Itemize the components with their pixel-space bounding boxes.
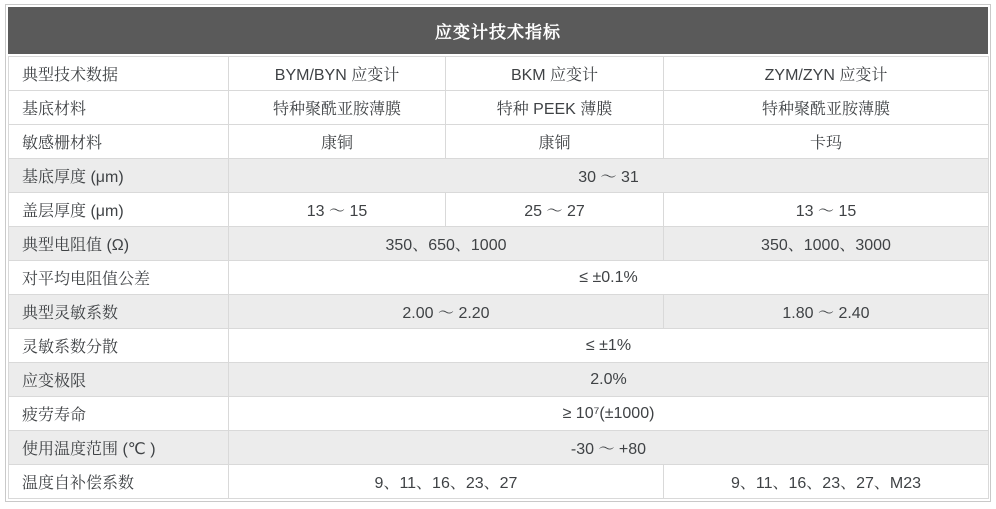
row-label-cell: 温度自补偿系数	[9, 465, 229, 499]
value-cell: 25 ～ 27	[446, 193, 664, 227]
value-cell: ≤ ±0.1%	[229, 261, 989, 295]
value-cell: 特种 PEEK 薄膜	[446, 91, 664, 125]
value-cell: 2.0%	[229, 363, 989, 397]
row-label-cell: 疲劳寿命	[9, 397, 229, 431]
column-header-bkm: BKM 应变计	[446, 57, 664, 91]
value-cell: ≥ 10⁷(±1000)	[229, 397, 989, 431]
value-cell: 9、11、16、23、27	[229, 465, 664, 499]
value-cell: 350、650、1000	[229, 227, 664, 261]
spec-table-frame	[5, 4, 991, 502]
table-row-resistance-tolerance	[9, 261, 989, 295]
value-cell: 2.00 ～ 2.20	[229, 295, 664, 329]
table-row-base-material	[9, 91, 989, 125]
row-label-cell: 盖层厚度 (μm)	[9, 193, 229, 227]
table-row-base-thickness	[9, 159, 989, 193]
table-row-grid-material	[9, 125, 989, 159]
row-label-cell: 典型电阻值 (Ω)	[9, 227, 229, 261]
row-label-cell: 对平均电阻值公差	[9, 261, 229, 295]
row-label-cell: 基底厚度 (μm)	[9, 159, 229, 193]
table-row-self-compensation	[9, 465, 989, 499]
value-cell: 1.80 ～ 2.40	[664, 295, 989, 329]
value-cell: 特种聚酰亚胺薄膜	[229, 91, 446, 125]
value-cell: 13 ～ 15	[664, 193, 989, 227]
column-header-typical-data: 典型技术数据	[9, 57, 229, 91]
value-cell: 13 ～ 15	[229, 193, 446, 227]
value-cell: 9、11、16、23、27、M23	[664, 465, 989, 499]
value-cell: 卡玛	[664, 125, 989, 159]
table-title: 应变计技术指标	[8, 7, 988, 54]
value-cell: 康铜	[446, 125, 664, 159]
value-cell: 特种聚酰亚胺薄膜	[664, 91, 989, 125]
table-row-cover-thickness	[9, 193, 989, 227]
value-cell: 350、1000、3000	[664, 227, 989, 261]
table-header-row	[9, 57, 989, 91]
table-row-gauge-factor	[9, 295, 989, 329]
table-row-temperature-range	[9, 431, 989, 465]
table-row-gauge-factor-scatter	[9, 329, 989, 363]
spec-table	[8, 56, 989, 499]
value-cell: ≤ ±1%	[229, 329, 989, 363]
column-header-zym-zyn: ZYM/ZYN 应变计	[664, 57, 989, 91]
value-cell: -30 ～ +80	[229, 431, 989, 465]
row-label-cell: 应变极限	[9, 363, 229, 397]
column-header-bym-byn: BYM/BYN 应变计	[229, 57, 446, 91]
row-label-cell: 基底材料	[9, 91, 229, 125]
table-row-resistance	[9, 227, 989, 261]
value-cell: 康铜	[229, 125, 446, 159]
row-label-cell: 敏感栅材料	[9, 125, 229, 159]
row-label-cell: 典型灵敏系数	[9, 295, 229, 329]
row-label-cell: 使用温度范围 (℃ )	[9, 431, 229, 465]
row-label-cell: 灵敏系数分散	[9, 329, 229, 363]
table-row-fatigue-life	[9, 397, 989, 431]
table-row-strain-limit	[9, 363, 989, 397]
value-cell: 30 ～ 31	[229, 159, 989, 193]
